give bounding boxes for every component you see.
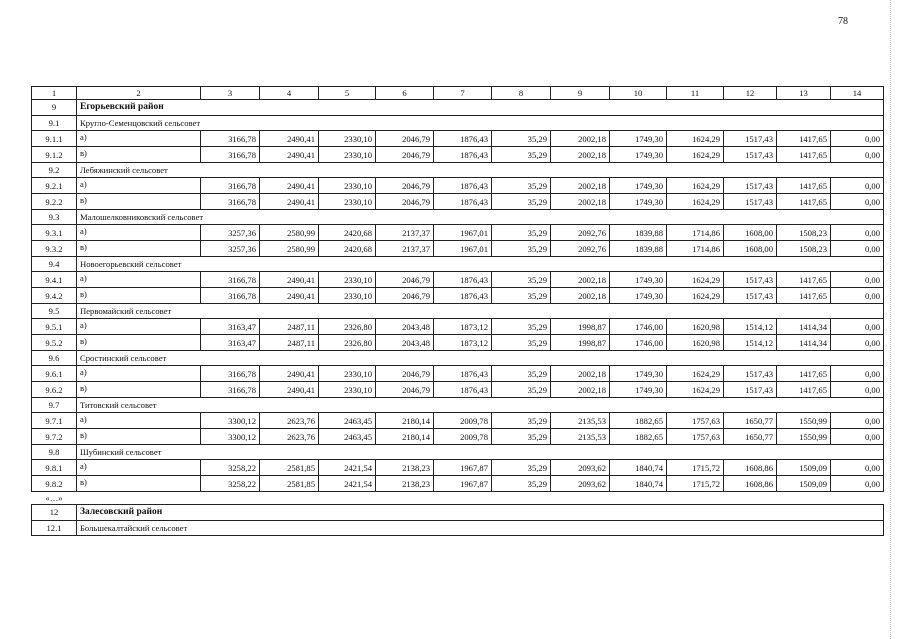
- value-cell-col-13: 1550,99: [777, 429, 831, 445]
- value-cell-col-11: 1620,98: [667, 319, 724, 335]
- value-cell-col-11: 1624,29: [667, 382, 724, 398]
- value-cell-col-14: 0,00: [831, 382, 884, 398]
- value-cell-col-8: 35,29: [492, 288, 551, 304]
- value-cell-col-3: 3163,47: [201, 319, 260, 335]
- section-name: Сростинский сельсовет: [77, 351, 884, 366]
- value-cell-col-7: 1876,43: [434, 178, 492, 194]
- value-cell-col-9: 2002,18: [551, 178, 610, 194]
- district-code: 12: [32, 505, 77, 521]
- omission-marker-row: [32, 492, 884, 505]
- row-label: а): [77, 272, 201, 288]
- value-cell-col-9: 2093,62: [551, 460, 610, 476]
- row-code: 9.6.1: [32, 366, 77, 382]
- value-cell-col-7: 1876,43: [434, 131, 492, 147]
- value-cell-col-14: 0,00: [831, 429, 884, 445]
- value-cell-col-10: 1840,74: [610, 476, 667, 492]
- value-cell-col-4: 2487,11: [260, 335, 319, 351]
- row-label: в): [77, 241, 201, 257]
- table-row: [32, 366, 884, 382]
- column-header-14: 14: [831, 87, 884, 100]
- district-row: [32, 505, 884, 521]
- section-name: Новоегорьевский сельсовет: [77, 257, 884, 272]
- row-code: 9.1.2: [32, 147, 77, 163]
- value-cell-col-7: 1967,01: [434, 225, 492, 241]
- value-cell-col-12: 1650,77: [724, 429, 777, 445]
- table-row: [32, 460, 884, 476]
- table-row: [32, 319, 884, 335]
- section-row: [32, 304, 884, 319]
- value-cell-col-11: 1757,63: [667, 413, 724, 429]
- value-cell-col-10: 1839,88: [610, 241, 667, 257]
- value-cell-col-5: 2421,54: [319, 460, 376, 476]
- value-cell-col-3: 3258,22: [201, 460, 260, 476]
- value-cell-col-5: 2463,45: [319, 429, 376, 445]
- value-cell-col-11: 1757,63: [667, 429, 724, 445]
- value-cell-col-3: 3166,78: [201, 366, 260, 382]
- value-cell-col-10: 1749,30: [610, 382, 667, 398]
- value-cell-col-3: 3166,78: [201, 288, 260, 304]
- row-code: 9.2.1: [32, 178, 77, 194]
- column-header-7: 7: [434, 87, 492, 100]
- value-cell-col-11: 1715,72: [667, 460, 724, 476]
- value-cell-col-13: 1508,23: [777, 225, 831, 241]
- row-code: 9.5.2: [32, 335, 77, 351]
- value-cell-col-13: 1417,65: [777, 366, 831, 382]
- section-row: [32, 445, 884, 460]
- value-cell-col-8: 35,29: [492, 272, 551, 288]
- value-cell-col-11: 1620,98: [667, 335, 724, 351]
- value-cell-col-11: 1624,29: [667, 194, 724, 210]
- value-cell-col-9: 2002,18: [551, 272, 610, 288]
- section-code: 9.1: [32, 116, 77, 131]
- value-cell-col-8: 35,29: [492, 178, 551, 194]
- value-cell-col-10: 1840,74: [610, 460, 667, 476]
- column-header-6: 6: [376, 87, 434, 100]
- value-cell-col-10: 1749,30: [610, 366, 667, 382]
- value-cell-col-7: 1876,43: [434, 147, 492, 163]
- value-cell-col-9: 2135,53: [551, 413, 610, 429]
- value-cell-col-4: 2490,41: [260, 178, 319, 194]
- value-cell-col-14: 0,00: [831, 241, 884, 257]
- column-header-10: 10: [610, 87, 667, 100]
- section-row: [32, 398, 884, 413]
- value-cell-col-5: 2330,10: [319, 288, 376, 304]
- value-cell-col-6: 2180,14: [376, 429, 434, 445]
- value-cell-col-11: 1624,29: [667, 131, 724, 147]
- row-label: а): [77, 413, 201, 429]
- value-cell-col-11: 1624,29: [667, 288, 724, 304]
- value-cell-col-8: 35,29: [492, 241, 551, 257]
- value-cell-col-10: 1746,00: [610, 319, 667, 335]
- value-cell-col-6: 2043,48: [376, 335, 434, 351]
- value-cell-col-10: 1882,65: [610, 413, 667, 429]
- section-name: Шубинский сельсовет: [77, 445, 884, 460]
- value-cell-col-3: 3166,78: [201, 131, 260, 147]
- page-number: 78: [838, 16, 848, 27]
- value-cell-col-3: 3166,78: [201, 147, 260, 163]
- value-cell-col-13: 1417,65: [777, 194, 831, 210]
- district-row: [32, 100, 884, 116]
- value-cell-col-7: 1967,01: [434, 241, 492, 257]
- table-body: [32, 87, 884, 536]
- value-cell-col-14: 0,00: [831, 194, 884, 210]
- value-cell-col-10: 1749,30: [610, 147, 667, 163]
- column-header-12: 12: [724, 87, 777, 100]
- value-cell-col-4: 2623,76: [260, 429, 319, 445]
- value-cell-col-11: 1714,86: [667, 225, 724, 241]
- value-cell-col-12: 1517,43: [724, 147, 777, 163]
- row-code: 9.5.1: [32, 319, 77, 335]
- value-cell-col-7: 1876,43: [434, 382, 492, 398]
- value-cell-col-3: 3257,36: [201, 225, 260, 241]
- section-code: 12.1: [32, 521, 77, 536]
- value-cell-col-13: 1508,23: [777, 241, 831, 257]
- value-cell-col-13: 1414,34: [777, 335, 831, 351]
- value-cell-col-5: 2420,68: [319, 241, 376, 257]
- value-cell-col-6: 2046,79: [376, 194, 434, 210]
- table-row: [32, 288, 884, 304]
- section-row: [32, 351, 884, 366]
- section-row: [32, 257, 884, 272]
- value-cell-col-10: 1749,30: [610, 288, 667, 304]
- value-cell-col-12: 1514,12: [724, 319, 777, 335]
- value-cell-col-9: 2092,76: [551, 241, 610, 257]
- value-cell-col-12: 1608,86: [724, 476, 777, 492]
- section-row: [32, 116, 884, 131]
- value-cell-col-9: 2002,18: [551, 366, 610, 382]
- value-cell-col-8: 35,29: [492, 476, 551, 492]
- value-cell-col-12: 1517,43: [724, 272, 777, 288]
- row-label: в): [77, 429, 201, 445]
- value-cell-col-11: 1715,72: [667, 476, 724, 492]
- value-cell-col-8: 35,29: [492, 194, 551, 210]
- value-cell-col-5: 2420,68: [319, 225, 376, 241]
- value-cell-col-5: 2330,10: [319, 366, 376, 382]
- value-cell-col-13: 1417,65: [777, 288, 831, 304]
- value-cell-col-3: 3300,12: [201, 413, 260, 429]
- value-cell-col-3: 3166,78: [201, 178, 260, 194]
- row-label: в): [77, 335, 201, 351]
- value-cell-col-14: 0,00: [831, 288, 884, 304]
- value-cell-col-10: 1746,00: [610, 335, 667, 351]
- value-cell-col-5: 2330,10: [319, 272, 376, 288]
- value-cell-col-4: 2581,85: [260, 476, 319, 492]
- row-label: а): [77, 366, 201, 382]
- row-code: 9.4.1: [32, 272, 77, 288]
- value-cell-col-7: 1967,87: [434, 460, 492, 476]
- value-cell-col-8: 35,29: [492, 429, 551, 445]
- value-cell-col-5: 2330,10: [319, 382, 376, 398]
- value-cell-col-11: 1624,29: [667, 366, 724, 382]
- value-cell-col-8: 35,29: [492, 335, 551, 351]
- value-cell-col-4: 2581,85: [260, 460, 319, 476]
- row-label: а): [77, 178, 201, 194]
- value-cell-col-10: 1882,65: [610, 429, 667, 445]
- section-code: 9.4: [32, 257, 77, 272]
- value-cell-col-8: 35,29: [492, 382, 551, 398]
- value-cell-col-13: 1417,65: [777, 178, 831, 194]
- row-code: 9.7.1: [32, 413, 77, 429]
- value-cell-col-12: 1514,12: [724, 335, 777, 351]
- row-label: а): [77, 225, 201, 241]
- value-cell-col-8: 35,29: [492, 225, 551, 241]
- section-name: Кругло-Семенцовский сельсовет: [77, 116, 884, 131]
- value-cell-col-7: 1876,43: [434, 366, 492, 382]
- table-row: [32, 476, 884, 492]
- row-code: 9.3.1: [32, 225, 77, 241]
- value-cell-col-7: 2009,78: [434, 413, 492, 429]
- value-cell-col-4: 2580,99: [260, 241, 319, 257]
- value-cell-col-8: 35,29: [492, 319, 551, 335]
- value-cell-col-7: 1876,43: [434, 288, 492, 304]
- row-code: 9.2.2: [32, 194, 77, 210]
- section-name: Большекалтайский сельсовет: [77, 521, 884, 536]
- value-cell-col-13: 1509,09: [777, 460, 831, 476]
- table-row: [32, 194, 884, 210]
- value-cell-col-14: 0,00: [831, 460, 884, 476]
- row-label: а): [77, 131, 201, 147]
- row-code: 9.8.2: [32, 476, 77, 492]
- value-cell-col-3: 3163,47: [201, 335, 260, 351]
- value-cell-col-3: 3258,22: [201, 476, 260, 492]
- value-cell-col-4: 2490,41: [260, 272, 319, 288]
- value-cell-col-14: 0,00: [831, 147, 884, 163]
- value-cell-col-9: 2092,76: [551, 225, 610, 241]
- page-edge-line: [889, 0, 891, 639]
- value-cell-col-3: 3257,36: [201, 241, 260, 257]
- value-cell-col-13: 1417,65: [777, 272, 831, 288]
- value-cell-col-11: 1714,86: [667, 241, 724, 257]
- value-cell-col-9: 2002,18: [551, 382, 610, 398]
- value-cell-col-12: 1517,43: [724, 288, 777, 304]
- district-name: Егорьевский район: [77, 100, 884, 116]
- value-cell-col-3: 3166,78: [201, 194, 260, 210]
- value-cell-col-6: 2138,23: [376, 476, 434, 492]
- column-header-2: 2: [77, 87, 201, 100]
- value-cell-col-8: 35,29: [492, 366, 551, 382]
- table-row: [32, 429, 884, 445]
- section-code: 9.2: [32, 163, 77, 178]
- value-cell-col-12: 1517,43: [724, 194, 777, 210]
- value-cell-col-6: 2137,37: [376, 225, 434, 241]
- value-cell-col-4: 2490,41: [260, 288, 319, 304]
- value-cell-col-14: 0,00: [831, 131, 884, 147]
- value-cell-col-13: 1509,09: [777, 476, 831, 492]
- value-cell-col-12: 1650,77: [724, 413, 777, 429]
- row-code: 9.3.2: [32, 241, 77, 257]
- value-cell-col-5: 2421,54: [319, 476, 376, 492]
- value-cell-col-10: 1749,30: [610, 131, 667, 147]
- value-cell-col-13: 1414,34: [777, 319, 831, 335]
- table-row: [32, 241, 884, 257]
- section-row: [32, 163, 884, 178]
- value-cell-col-3: 3166,78: [201, 272, 260, 288]
- value-cell-col-4: 2623,76: [260, 413, 319, 429]
- tariff-table: [31, 86, 884, 536]
- value-cell-col-14: 0,00: [831, 476, 884, 492]
- value-cell-col-6: 2046,79: [376, 178, 434, 194]
- table-header-row: [32, 87, 884, 100]
- value-cell-col-7: 1873,12: [434, 319, 492, 335]
- value-cell-col-14: 0,00: [831, 178, 884, 194]
- table-row: [32, 335, 884, 351]
- value-cell-col-8: 35,29: [492, 460, 551, 476]
- value-cell-col-6: 2046,79: [376, 147, 434, 163]
- table-row: [32, 382, 884, 398]
- row-code: 9.6.2: [32, 382, 77, 398]
- value-cell-col-13: 1417,65: [777, 131, 831, 147]
- value-cell-col-8: 35,29: [492, 147, 551, 163]
- value-cell-col-5: 2330,10: [319, 178, 376, 194]
- value-cell-col-13: 1550,99: [777, 413, 831, 429]
- value-cell-col-14: 0,00: [831, 413, 884, 429]
- value-cell-col-6: 2138,23: [376, 460, 434, 476]
- district-name: Залесовский район: [77, 505, 884, 521]
- section-name: Лебяжинский сельсовет: [77, 163, 884, 178]
- row-label: в): [77, 476, 201, 492]
- value-cell-col-7: 1876,43: [434, 194, 492, 210]
- value-cell-col-8: 35,29: [492, 413, 551, 429]
- value-cell-col-6: 2043,48: [376, 319, 434, 335]
- column-header-3: 3: [201, 87, 260, 100]
- section-code: 9.5: [32, 304, 77, 319]
- value-cell-col-11: 1624,29: [667, 178, 724, 194]
- row-label: в): [77, 288, 201, 304]
- section-code: 9.8: [32, 445, 77, 460]
- value-cell-col-13: 1417,65: [777, 382, 831, 398]
- value-cell-col-9: 1998,87: [551, 335, 610, 351]
- value-cell-col-10: 1749,30: [610, 178, 667, 194]
- omission-marker: «…»: [45, 492, 63, 503]
- value-cell-col-12: 1517,43: [724, 366, 777, 382]
- section-name: Первомайский сельсовет: [77, 304, 884, 319]
- value-cell-col-14: 0,00: [831, 272, 884, 288]
- value-cell-col-5: 2330,10: [319, 147, 376, 163]
- value-cell-col-5: 2330,10: [319, 131, 376, 147]
- column-header-5: 5: [319, 87, 376, 100]
- row-label: в): [77, 147, 201, 163]
- value-cell-col-12: 1517,43: [724, 382, 777, 398]
- value-cell-col-4: 2490,41: [260, 382, 319, 398]
- row-code: 9.4.2: [32, 288, 77, 304]
- value-cell-col-9: 1998,87: [551, 319, 610, 335]
- value-cell-col-12: 1517,43: [724, 131, 777, 147]
- value-cell-col-6: 2180,14: [376, 413, 434, 429]
- value-cell-col-4: 2490,41: [260, 131, 319, 147]
- value-cell-col-4: 2580,99: [260, 225, 319, 241]
- column-header-9: 9: [551, 87, 610, 100]
- row-code: 9.8.1: [32, 460, 77, 476]
- value-cell-col-14: 0,00: [831, 366, 884, 382]
- value-cell-col-11: 1624,29: [667, 147, 724, 163]
- value-cell-col-8: 35,29: [492, 131, 551, 147]
- row-code: 9.1.1: [32, 131, 77, 147]
- value-cell-col-4: 2490,41: [260, 147, 319, 163]
- value-cell-col-9: 2135,53: [551, 429, 610, 445]
- district-code: 9: [32, 100, 77, 116]
- table-row: [32, 131, 884, 147]
- value-cell-col-12: 1517,43: [724, 178, 777, 194]
- column-header-4: 4: [260, 87, 319, 100]
- value-cell-col-6: 2046,79: [376, 272, 434, 288]
- table-row: [32, 147, 884, 163]
- column-header-13: 13: [777, 87, 831, 100]
- section-row: [32, 521, 884, 536]
- value-cell-col-12: 1608,86: [724, 460, 777, 476]
- value-cell-col-14: 0,00: [831, 225, 884, 241]
- value-cell-col-7: 1876,43: [434, 272, 492, 288]
- column-header-1: 1: [32, 87, 77, 100]
- value-cell-col-7: 1967,87: [434, 476, 492, 492]
- value-cell-col-7: 2009,78: [434, 429, 492, 445]
- row-label: а): [77, 460, 201, 476]
- value-cell-col-6: 2046,79: [376, 366, 434, 382]
- section-code: 9.3: [32, 210, 77, 225]
- value-cell-col-6: 2046,79: [376, 288, 434, 304]
- row-label: а): [77, 319, 201, 335]
- value-cell-col-3: 3166,78: [201, 382, 260, 398]
- row-code: 9.7.2: [32, 429, 77, 445]
- value-cell-col-9: 2002,18: [551, 147, 610, 163]
- table-row: [32, 225, 884, 241]
- value-cell-col-5: 2463,45: [319, 413, 376, 429]
- section-row: [32, 210, 884, 225]
- value-cell-col-4: 2490,41: [260, 194, 319, 210]
- table-row: [32, 413, 884, 429]
- value-cell-col-6: 2137,37: [376, 241, 434, 257]
- value-cell-col-5: 2326,80: [319, 335, 376, 351]
- column-header-8: 8: [492, 87, 551, 100]
- table-row: [32, 178, 884, 194]
- section-code: 9.7: [32, 398, 77, 413]
- value-cell-col-5: 2330,10: [319, 194, 376, 210]
- value-cell-col-6: 2046,79: [376, 382, 434, 398]
- section-code: 9.6: [32, 351, 77, 366]
- value-cell-col-9: 2002,18: [551, 288, 610, 304]
- value-cell-col-10: 1749,30: [610, 194, 667, 210]
- table-row: [32, 272, 884, 288]
- value-cell-col-10: 1749,30: [610, 272, 667, 288]
- row-label: в): [77, 194, 201, 210]
- value-cell-col-4: 2490,41: [260, 366, 319, 382]
- value-cell-col-12: 1608,00: [724, 225, 777, 241]
- value-cell-col-4: 2487,11: [260, 319, 319, 335]
- value-cell-col-14: 0,00: [831, 335, 884, 351]
- omission-spacer: [77, 492, 884, 505]
- section-name: Титовский сельсовет: [77, 398, 884, 413]
- value-cell-col-11: 1624,29: [667, 272, 724, 288]
- section-name: Малошелковниковский сельсовет: [77, 210, 884, 225]
- value-cell-col-14: 0,00: [831, 319, 884, 335]
- value-cell-col-5: 2326,80: [319, 319, 376, 335]
- value-cell-col-9: 2002,18: [551, 131, 610, 147]
- value-cell-col-3: 3300,12: [201, 429, 260, 445]
- value-cell-col-9: 2093,62: [551, 476, 610, 492]
- value-cell-col-7: 1873,12: [434, 335, 492, 351]
- value-cell-col-10: 1839,88: [610, 225, 667, 241]
- row-label: в): [77, 382, 201, 398]
- value-cell-col-9: 2002,18: [551, 194, 610, 210]
- value-cell-col-12: 1608,00: [724, 241, 777, 257]
- column-header-11: 11: [667, 87, 724, 100]
- value-cell-col-13: 1417,65: [777, 147, 831, 163]
- value-cell-col-6: 2046,79: [376, 131, 434, 147]
